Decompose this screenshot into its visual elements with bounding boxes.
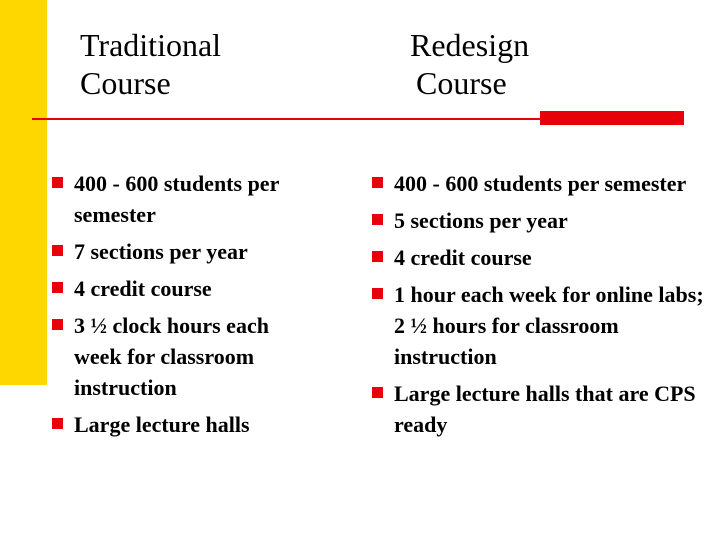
heading-line: Course	[416, 65, 507, 101]
bullet-square-icon	[372, 288, 383, 299]
bullet-square-icon	[372, 387, 383, 398]
list-item-text: Large lecture halls	[74, 412, 250, 437]
list-item	[372, 378, 712, 440]
heading-line: Redesign	[410, 27, 530, 63]
yellow-accent-bar	[0, 0, 47, 385]
bullet-square-icon	[372, 214, 383, 225]
bullet-square-icon	[52, 319, 63, 330]
heading-line: Course	[80, 65, 171, 101]
list-item-text: 400 - 600 students per semester	[74, 171, 279, 227]
bullet-square-icon	[52, 177, 63, 188]
list-item	[52, 168, 320, 230]
redesign-course-heading	[410, 26, 529, 102]
redesign-course-list	[372, 168, 712, 446]
list-item	[52, 273, 320, 304]
traditional-course-heading	[80, 26, 221, 102]
list-item-text: 4 credit course	[394, 245, 532, 270]
bullet-square-icon	[52, 282, 63, 293]
header-divider-block	[540, 111, 684, 125]
list-item	[52, 310, 320, 403]
list-item-text: 4 credit course	[74, 276, 212, 301]
list-item-text: 7 sections per year	[74, 239, 248, 264]
list-item-text: 1 hour each week for online labs; 2 ½ hours for classroom instruction	[394, 282, 704, 369]
bullet-square-icon	[52, 245, 63, 256]
list-item	[372, 168, 712, 199]
list-item	[372, 242, 712, 273]
bullet-square-icon	[52, 418, 63, 429]
list-item-text: 3 ½ clock hours each week for classroom instruction	[74, 313, 269, 400]
bullet-square-icon	[372, 177, 383, 188]
heading-line: Traditional	[80, 27, 222, 63]
list-item-text: 5 sections per year	[394, 208, 568, 233]
list-item-text: 400 - 600 students per semester	[394, 171, 687, 196]
list-item	[372, 205, 712, 236]
list-item	[372, 279, 712, 372]
list-item-text: Large lecture halls that are CPS ready	[394, 381, 696, 437]
list-item	[52, 409, 320, 440]
list-item	[52, 236, 320, 267]
traditional-course-list	[52, 168, 320, 446]
bullet-square-icon	[372, 251, 383, 262]
